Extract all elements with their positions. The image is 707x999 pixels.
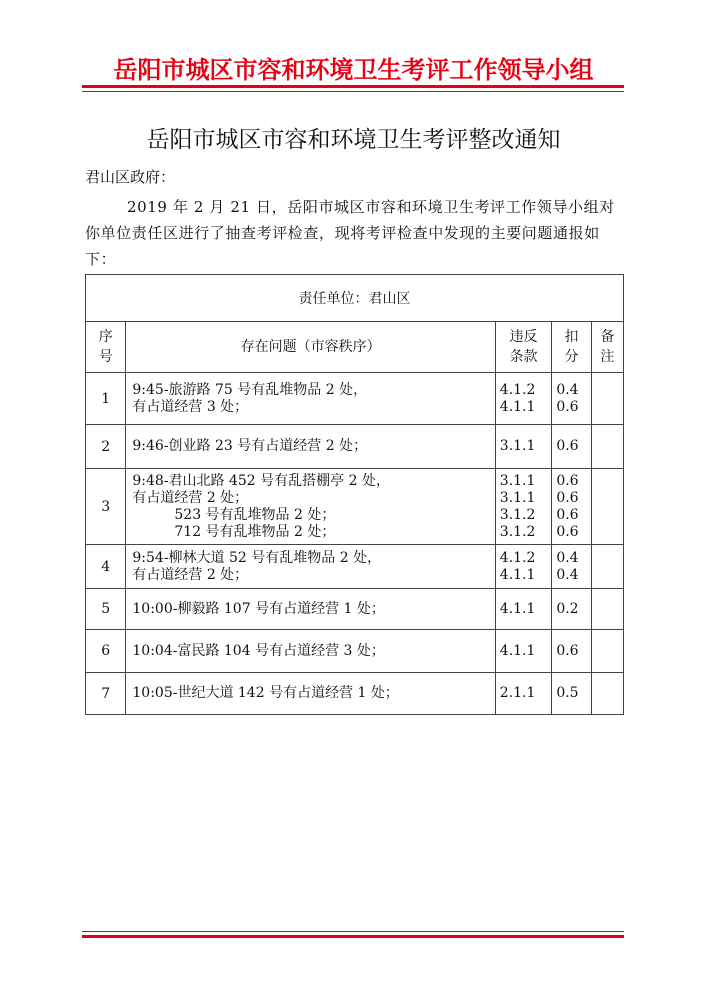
issue-line: 10:00-柳毅路 107 号有占道经营 1 处； bbox=[132, 600, 385, 617]
violated-clause bbox=[495, 469, 552, 545]
header-clause-line2: 条款 bbox=[509, 349, 538, 365]
remarks bbox=[591, 469, 623, 545]
issue-line: 9:54-柳林大道 52 号有乱堆物品 2 处， bbox=[132, 549, 382, 566]
remarks bbox=[591, 545, 623, 589]
clause-value: 4.1.1 bbox=[499, 600, 536, 617]
organization-title: 岳阳市城区市容和环境卫生考评工作领导小组 bbox=[113, 55, 594, 84]
issue-line: 有占道经营 2 处； bbox=[132, 566, 249, 583]
score-value: 0.6 bbox=[556, 472, 579, 489]
issue-description bbox=[126, 469, 495, 545]
violated-clause bbox=[495, 425, 552, 469]
issue-line: 9:46-创业路 23 号有占道经营 2 处； bbox=[132, 438, 368, 454]
clause-value: 3.1.2 bbox=[499, 523, 536, 540]
remarks bbox=[591, 589, 623, 630]
header-note-line2: 注 bbox=[600, 349, 615, 365]
header-row bbox=[86, 322, 624, 373]
header-clause bbox=[495, 322, 552, 373]
remarks bbox=[591, 373, 623, 425]
clause-value: 3.1.2 bbox=[499, 506, 536, 523]
clause-value: 4.1.1 bbox=[499, 398, 536, 415]
deducted-score bbox=[552, 673, 591, 715]
table-row bbox=[86, 373, 624, 425]
issue-line: 有占道经营 3 处； bbox=[132, 398, 249, 415]
score-value: 0.2 bbox=[556, 600, 579, 617]
score-value: 0.6 bbox=[556, 438, 579, 454]
clause-value: 4.1.1 bbox=[499, 566, 536, 583]
issue-description bbox=[126, 373, 495, 425]
issues-table bbox=[85, 274, 624, 715]
violated-clause bbox=[495, 589, 552, 630]
score-value: 0.4 bbox=[556, 381, 579, 398]
score-value: 0.4 bbox=[556, 566, 579, 583]
header-clause-line1: 违反 bbox=[509, 329, 538, 345]
deducted-score bbox=[552, 589, 591, 630]
deducted-score bbox=[552, 545, 591, 589]
header-red-rule-thick bbox=[82, 85, 624, 88]
header-red-rule-thin bbox=[82, 91, 624, 92]
issue-line: 712 号有乱堆物品 2 处； bbox=[174, 523, 336, 540]
issue-line: 有占道经营 2 处； bbox=[132, 489, 249, 506]
row-number: 1 bbox=[86, 373, 126, 425]
row-number: 2 bbox=[86, 425, 126, 469]
clause-value: 3.1.1 bbox=[499, 472, 536, 489]
violated-clause bbox=[495, 545, 552, 589]
table-row bbox=[86, 589, 624, 630]
footer-red-rule-thin bbox=[82, 931, 624, 932]
deducted-score bbox=[552, 469, 591, 545]
issue-description bbox=[126, 630, 495, 673]
clause-value: 3.1.1 bbox=[499, 489, 536, 506]
violated-clause bbox=[495, 373, 552, 425]
issue-description bbox=[126, 425, 495, 469]
responsible-unit: 责任单位：君山区 bbox=[86, 275, 624, 322]
table-row bbox=[86, 673, 624, 715]
table-row bbox=[86, 545, 624, 589]
header-score-line2: 分 bbox=[564, 349, 579, 365]
issue-description bbox=[126, 589, 495, 630]
deducted-score bbox=[552, 630, 591, 673]
remarks bbox=[591, 630, 623, 673]
header-note-line1: 备 bbox=[600, 329, 615, 345]
salutation: 君山区政府： bbox=[85, 168, 176, 186]
clause-value: 3.1.1 bbox=[499, 438, 536, 454]
header-no-line2: 号 bbox=[98, 349, 113, 365]
table-row bbox=[86, 630, 624, 673]
clause-value: 4.1.2 bbox=[499, 381, 536, 398]
row-number: 6 bbox=[86, 630, 126, 673]
violated-clause bbox=[495, 673, 552, 715]
score-value: 0.5 bbox=[556, 685, 579, 701]
issue-description bbox=[126, 545, 495, 589]
intro-paragraph: 2019 年 2 月 21 日，岳阳市城区市容和环境卫生考评工作领导小组对你单位责任区进行了抽查考评检查，现将考评检查中发现的主要问题通报如下： bbox=[85, 198, 615, 268]
header-note bbox=[591, 322, 623, 373]
issue-line: 9:48-君山北路 452 号有乱搭棚亭 2 处， bbox=[132, 472, 390, 489]
header-score-line1: 扣 bbox=[564, 329, 579, 345]
clause-value: 2.1.1 bbox=[499, 685, 536, 701]
footer-red-rule-thick bbox=[82, 935, 624, 938]
table-row bbox=[86, 425, 624, 469]
deducted-score bbox=[552, 425, 591, 469]
header-issue: 存在问题（市容秩序） bbox=[126, 322, 495, 373]
header-no bbox=[86, 322, 126, 373]
row-number: 5 bbox=[86, 589, 126, 630]
clause-value: 4.1.2 bbox=[499, 549, 536, 566]
issue-line: 10:04-富民路 104 号有占道经营 3 处； bbox=[132, 642, 385, 659]
issue-description bbox=[126, 673, 495, 715]
score-value: 0.6 bbox=[556, 523, 579, 540]
score-value: 0.4 bbox=[556, 549, 579, 566]
issue-line: 9:45-旅游路 75 号有乱堆物品 2 处， bbox=[132, 381, 368, 398]
header-no-line1: 序 bbox=[98, 329, 113, 345]
score-value: 0.6 bbox=[556, 506, 579, 523]
table-row bbox=[86, 469, 624, 545]
row-number: 7 bbox=[86, 673, 126, 715]
issue-line: 10:05-世纪大道 142 号有占道经营 1 处； bbox=[132, 685, 399, 701]
remarks bbox=[591, 673, 623, 715]
score-value: 0.6 bbox=[556, 642, 579, 659]
header-score bbox=[552, 322, 591, 373]
issue-line: 523 号有乱堆物品 2 处； bbox=[174, 506, 336, 523]
unit-row bbox=[86, 275, 624, 322]
clause-value: 4.1.1 bbox=[499, 642, 536, 659]
row-number: 4 bbox=[86, 545, 126, 589]
remarks bbox=[591, 425, 623, 469]
row-number: 3 bbox=[86, 469, 126, 545]
score-value: 0.6 bbox=[556, 398, 579, 415]
score-value: 0.6 bbox=[556, 489, 579, 506]
notice-title: 岳阳市城区市容和环境卫生考评整改通知 bbox=[146, 127, 561, 153]
deducted-score bbox=[552, 373, 591, 425]
violated-clause bbox=[495, 630, 552, 673]
